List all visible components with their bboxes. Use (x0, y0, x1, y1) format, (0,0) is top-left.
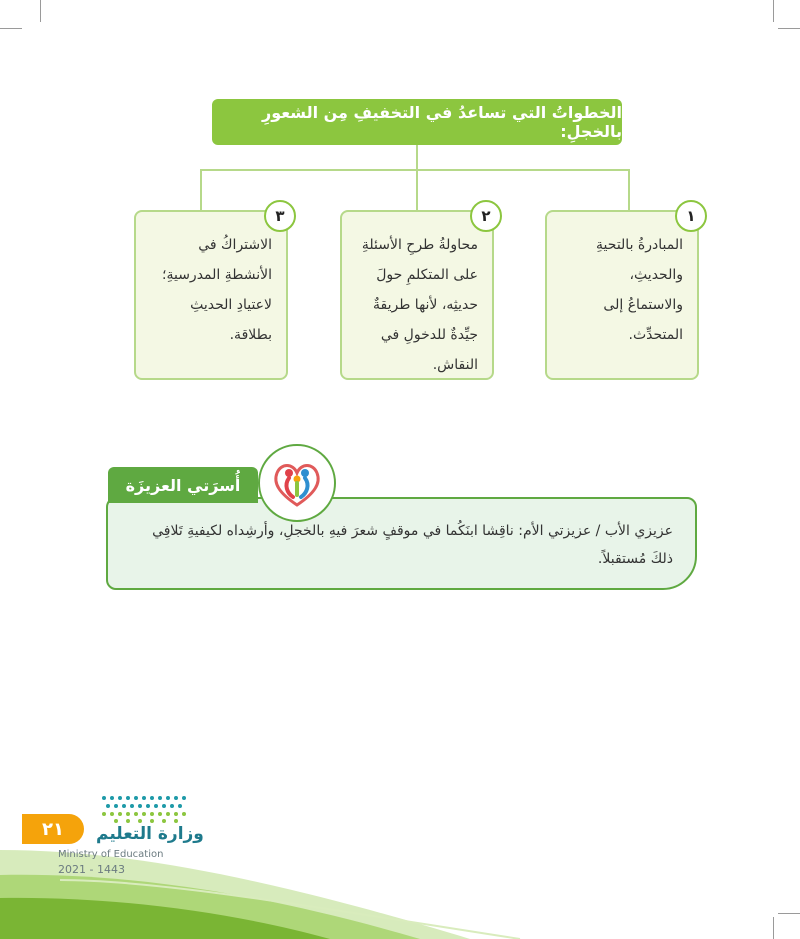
step-box-1 (545, 206, 699, 380)
connector-stem (416, 145, 418, 171)
step-number-badge: ٣ (264, 200, 296, 232)
step-box-2 (340, 206, 494, 380)
step-text: المبادرةُ بالتحيةِ والحديثِ، والاستماعُ إلى المتحدِّث. (596, 237, 683, 343)
step-number-badge: ١ (675, 200, 707, 232)
ministry-logo-icon (100, 794, 192, 824)
connector-drop-2 (416, 169, 418, 211)
crop-mark (773, 0, 774, 22)
steps-heading: الخطواتُ التي تساعدُ في التخفيفِ مِن الشعورِ بالخجلِ: (212, 99, 622, 145)
family-title: أُسرَتي العزيزَة (108, 467, 258, 503)
crop-mark (0, 28, 22, 29)
family-heart-icon (258, 444, 336, 522)
family-note-box (106, 497, 697, 590)
step-box-3 (134, 206, 288, 380)
page-number: ٢١ (22, 814, 84, 844)
edition-year: 2021 - 1443 (58, 863, 125, 876)
step-text: الاشتراكُ في الأنشطةِ المدرسيةِ؛ لاعتيادِ الحديثِ بطلاقة. (162, 237, 272, 343)
step-number-badge: ٢ (470, 200, 502, 232)
ministry-name-english: Ministry of Education (58, 849, 164, 860)
connector-bar (200, 169, 630, 171)
connector-drop-3 (200, 169, 202, 211)
ministry-name-arabic: وزارة التعليم (96, 824, 204, 844)
step-text: محاولةُ طرحِ الأسئلةِ على المتكلمِ حولَ حديثِه، لأنها طريقةٌ جيِّدةٌ للدخولِ في النقاش. (361, 237, 478, 373)
crop-mark (778, 28, 800, 29)
family-note-text: عزيزي الأب / عزيزتي الأم: ناقِشا ابنَكُما في موقفٍ شعرَ فيهِ بالخجلِ، وأرشِداه لكيفيةِ تَلافِي ذلكَ مُستقبلاً. (152, 523, 673, 567)
crop-mark (40, 0, 41, 22)
connector-drop-1 (628, 169, 630, 211)
